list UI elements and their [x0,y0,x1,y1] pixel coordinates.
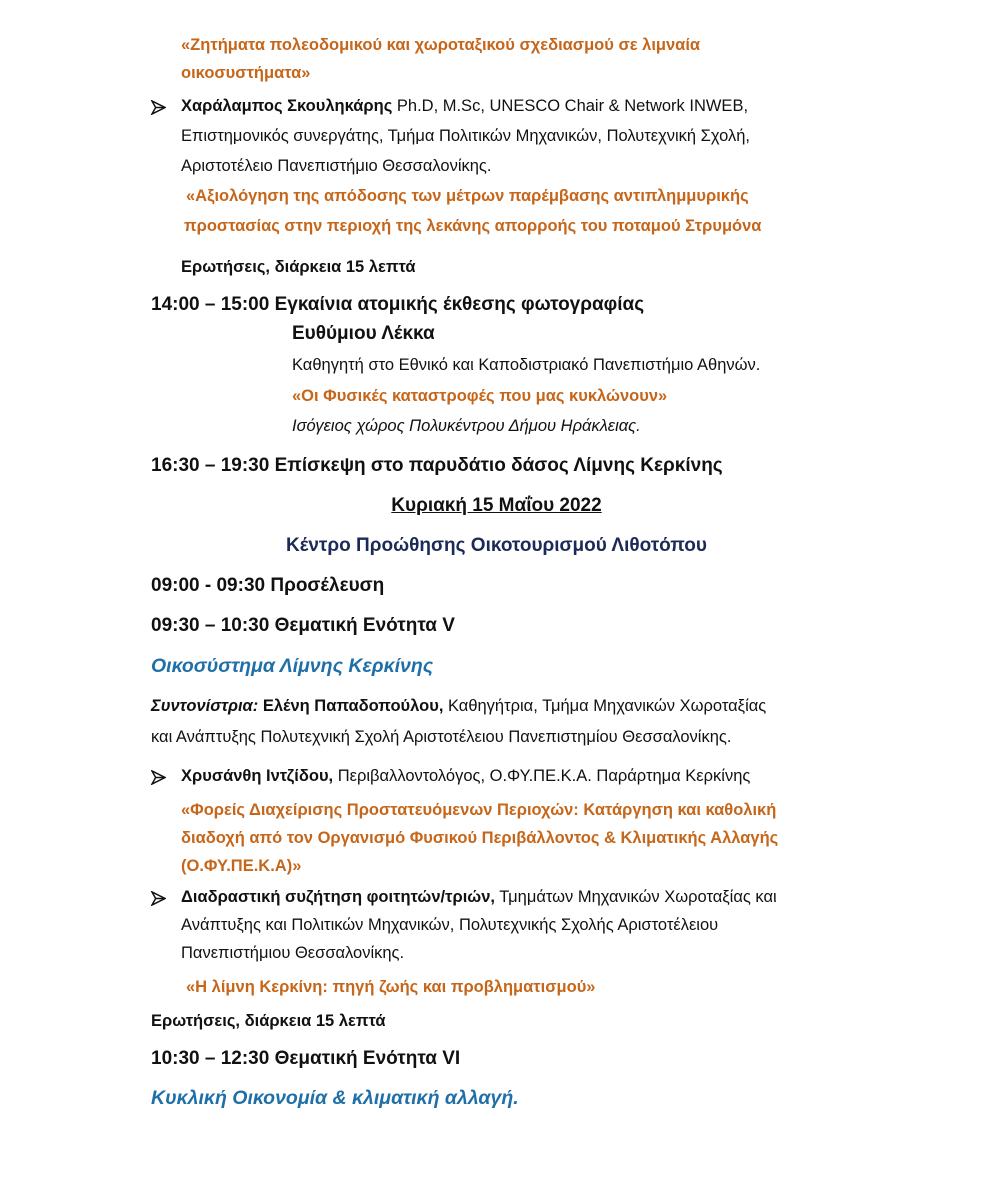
exhibitor-role: Καθηγητή στο Εθνικό και Καποδιστριακό Πανεπιστήμιο Αθηνών. [292,356,761,374]
bullet-arrow-icon [151,100,166,115]
bullet-arrow-icon [151,891,166,906]
speaker-affiliation: Περιβαλλοντολόγος, Ο.ΦΥ.ΠΕ.Κ.Α. Παράρτημα Κερκίνης [333,767,751,785]
moderator-affiliation: και Ανάπτυξης Πολυτεχνική Σχολή Αριστοτέλειου Πανεπιστημίου Θεσσαλονίκης. [151,728,732,746]
talk-title-line: «Η λίμνη Κερκίνη: πηγή ζωής και προβληματισμού» [186,978,596,996]
talk-title-line: προστασίας στην περιοχή της λεκάνης απορροής του ποταμού Στρυμόνα [184,217,762,235]
schedule-slot-time: 14:00 – 15:00 Εγκαίνια ατομικής έκθεσης φωτογραφίας [151,294,645,315]
speaker-name: Χρυσάνθη Ιντζίδου, [181,767,334,785]
section-title: Οικοσύστημα Λίμνης Κερκίνης [151,655,434,677]
talk-title-line: (Ο.ΦΥ.ΠΕ.Κ.Α)» [181,857,302,875]
talk-title-line: διαδοχή από τον Οργανισμό Φυσικού Περιβάλλοντος & Κλιματικής Αλλαγής [181,829,779,847]
moderator-label: Συντονίστρια: [151,697,259,715]
talk-title-line: οικοσυστήματα» [181,64,311,82]
speaker-affiliation: Ανάπτυξης και Πολιτικών Μηχανικών, Πολυτεχνικής Σχολής Αριστοτέλειου [181,916,719,934]
venue-heading: Κέντρο Προώθησης Οικοτουρισμού Λιθοτόπου [286,535,707,556]
schedule-slot-time: 16:30 – 19:30 Επίσκεψη στο παρυδάτιο δάσος Λίμνης Κερκίνης [151,455,723,476]
questions-line: Ερωτήσεις, διάρκεια 15 λεπτά [181,258,416,276]
day-heading: Κυριακή 15 Μαΐου 2022 [391,495,602,516]
speaker-affiliation: Πανεπιστήμιου Θεσσαλονίκης. [181,944,405,962]
speaker-name: Χαράλαμπος Σκουληκάρης [181,97,393,115]
speaker-line [181,97,748,116]
speaker-line [181,888,777,907]
moderator-line [151,697,766,716]
moderator-name: Ελένη Παπαδοπούλου, [258,697,444,715]
moderator-affiliation: Καθηγήτρια, Τμήμα Μηχανικών Χωροταξίας [443,697,767,715]
talk-title-line: «Ζητήματα πολεοδομικού και χωροταξικού σχεδιασμού σε λιμναία [181,36,701,54]
exhibition-title: «Οι Φυσικές καταστροφές που μας κυκλώνουν» [292,387,668,405]
exhibitor-name: Ευθύμιου Λέκκα [292,323,435,344]
speaker-affiliation: Ph.D, M.Sc, UNESCO Chair & Network INWEB, [392,97,749,115]
schedule-slot-time: 09:00 - 09:30 Προσέλευση [151,575,385,596]
talk-title-line: «Φορείς Διαχείρισης Προστατευόμενων Περιοχών: Κατάργηση και καθολική [181,801,777,819]
speaker-affiliation: Τμημάτων Μηχανικών Χωροταξίας και [494,888,777,906]
exhibition-location: Ισόγειος χώρος Πολυκέντρου Δήμου Ηράκλειας. [292,417,641,435]
bullet-arrow-icon [151,770,166,785]
speaker-name: Διαδραστική συζήτηση φοιτητών/τριών, [181,888,495,906]
talk-title-line: «Αξιολόγηση της απόδοσης των μέτρων παρέμβασης αντιπλημμυρικής [186,187,749,205]
schedule-slot-time: 10:30 – 12:30 Θεματική Ενότητα VI [151,1048,461,1069]
speaker-affiliation: Αριστοτέλειο Πανεπιστήμιο Θεσσαλονίκης. [181,157,492,175]
schedule-slot-time: 09:30 – 10:30 Θεματική Ενότητα V [151,615,455,636]
section-title: Κυκλική Οικονομία & κλιματική αλλαγή. [151,1087,519,1109]
speaker-line [181,767,750,786]
speaker-affiliation: Επιστημονικός συνεργάτης, Τμήμα Πολιτικών Μηχανικών, Πολυτεχνική Σχολή, [181,127,750,145]
questions-line: Ερωτήσεις, διάρκεια 15 λεπτά [151,1012,386,1030]
